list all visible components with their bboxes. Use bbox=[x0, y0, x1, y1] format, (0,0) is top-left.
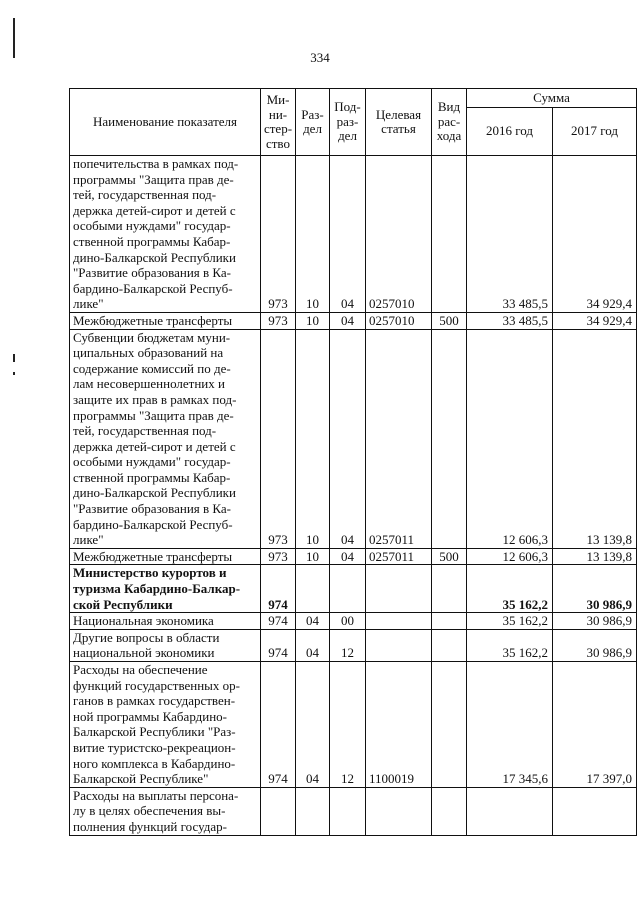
row-subsection: 00 bbox=[330, 613, 366, 630]
row-target bbox=[366, 613, 432, 630]
row-sum-2017: 13 139,8 bbox=[553, 548, 637, 565]
row-sum-2017: 34 929,4 bbox=[553, 312, 637, 329]
row-sum-2016: 12 606,3 bbox=[467, 548, 553, 565]
margin-mark bbox=[13, 372, 15, 375]
page-number: 334 bbox=[310, 50, 330, 65]
row-expense-type bbox=[432, 613, 467, 630]
row-section: 04 bbox=[296, 629, 330, 661]
row-target: 0257010 bbox=[366, 156, 432, 313]
row-target bbox=[366, 787, 432, 835]
row-subsection: 04 bbox=[330, 312, 366, 329]
row-name: Субвенции бюджетам муни- ципальных образований на содержание комиссий по де- лам несовершеннолетних и защите их прав в рамках под- программы "Защита прав де- тей, государственная под- держка детей-сирот и детей с особыми нуждами" государ- ственной программы Кабар- дино-Балкарской Республики "Развитие образования в Ка- бардино-Балкарской Респуб- лике" bbox=[70, 329, 261, 548]
margin-mark bbox=[13, 354, 15, 362]
row-sum-2017: 13 139,8 bbox=[553, 329, 637, 548]
row-section: 04 bbox=[296, 662, 330, 788]
table-row bbox=[70, 662, 637, 788]
header-section: Раз- дел bbox=[296, 89, 330, 156]
row-name: Межбюджетные трансферты bbox=[70, 312, 261, 329]
row-expense-type bbox=[432, 662, 467, 788]
table-header bbox=[70, 89, 637, 156]
row-target bbox=[366, 565, 432, 613]
row-sum-2017: 17 397,0 bbox=[553, 662, 637, 788]
row-sum-2016 bbox=[467, 787, 553, 835]
row-section bbox=[296, 565, 330, 613]
row-expense-type bbox=[432, 329, 467, 548]
table-row bbox=[70, 329, 637, 548]
header-expense-type: Вид рас- хода bbox=[432, 89, 467, 156]
row-ministry: 973 bbox=[261, 329, 296, 548]
header-name: Наименование показателя bbox=[70, 89, 261, 156]
header-year-2016: 2016 год bbox=[467, 107, 553, 155]
row-sum-2016: 35 162,2 bbox=[467, 565, 553, 613]
table-row bbox=[70, 565, 637, 613]
row-name: попечительства в рамках под- программы "Защита прав де- тей, государственная под- держка детей-сирот и детей с особыми нуждами" государ- ственной программы Кабар- дино-Балкарской Республики "Развитие образования в Ка- бардино-Балкарской Респуб- лике" bbox=[70, 156, 261, 313]
row-sum-2016: 35 162,2 bbox=[467, 629, 553, 661]
row-ministry: 973 bbox=[261, 156, 296, 313]
margin-mark bbox=[13, 18, 15, 58]
row-name: Другие вопросы в области национальной экономики bbox=[70, 629, 261, 661]
row-section: 10 bbox=[296, 156, 330, 313]
row-expense-type bbox=[432, 787, 467, 835]
row-subsection: 04 bbox=[330, 329, 366, 548]
header-ministry: Ми- ни- стер- ство bbox=[261, 89, 296, 156]
row-ministry: 973 bbox=[261, 312, 296, 329]
row-sum-2017: 34 929,4 bbox=[553, 156, 637, 313]
header-subsection: Под- раз- дел bbox=[330, 89, 366, 156]
row-sum-2016: 17 345,6 bbox=[467, 662, 553, 788]
row-section: 10 bbox=[296, 548, 330, 565]
row-ministry bbox=[261, 787, 296, 835]
row-name: Национальная экономика bbox=[70, 613, 261, 630]
row-expense-type bbox=[432, 565, 467, 613]
row-sum-2017: 30 986,9 bbox=[553, 613, 637, 630]
row-section: 10 bbox=[296, 329, 330, 548]
row-name: Расходы на обеспечение функций государственных ор- ганов в рамках государствен- ной программы Кабардино- Балкарской Республики "Раз- витие туристско-рекреацион- ного комплекса в Кабардино- Балкарской Республике" bbox=[70, 662, 261, 788]
row-subsection: 04 bbox=[330, 548, 366, 565]
row-ministry: 974 bbox=[261, 629, 296, 661]
row-sum-2016: 35 162,2 bbox=[467, 613, 553, 630]
row-expense-type: 500 bbox=[432, 548, 467, 565]
row-subsection: 12 bbox=[330, 662, 366, 788]
row-ministry: 974 bbox=[261, 565, 296, 613]
row-name: Министерство курортов и туризма Кабардино-Балкар- ской Республики bbox=[70, 565, 261, 613]
table-row bbox=[70, 787, 637, 835]
row-expense-type bbox=[432, 629, 467, 661]
row-sum-2016: 33 485,5 bbox=[467, 156, 553, 313]
table-row bbox=[70, 312, 637, 329]
row-ministry: 973 bbox=[261, 548, 296, 565]
row-section bbox=[296, 787, 330, 835]
table-body bbox=[70, 156, 637, 836]
row-sum-2017: 30 986,9 bbox=[553, 629, 637, 661]
row-sum-2016: 12 606,3 bbox=[467, 329, 553, 548]
table-row bbox=[70, 629, 637, 661]
row-expense-type bbox=[432, 156, 467, 313]
row-subsection bbox=[330, 565, 366, 613]
row-ministry: 974 bbox=[261, 662, 296, 788]
row-section: 10 bbox=[296, 312, 330, 329]
table-row bbox=[70, 613, 637, 630]
row-expense-type: 500 bbox=[432, 312, 467, 329]
row-target bbox=[366, 629, 432, 661]
row-sum-2017: 30 986,9 bbox=[553, 565, 637, 613]
table-row bbox=[70, 156, 637, 313]
row-subsection: 12 bbox=[330, 629, 366, 661]
row-target: 0257011 bbox=[366, 548, 432, 565]
row-subsection: 04 bbox=[330, 156, 366, 313]
header-target: Целевая статья bbox=[366, 89, 432, 156]
table-row bbox=[70, 548, 637, 565]
row-name: Межбюджетные трансферты bbox=[70, 548, 261, 565]
row-subsection bbox=[330, 787, 366, 835]
row-target: 0257011 bbox=[366, 329, 432, 548]
row-target: 1100019 bbox=[366, 662, 432, 788]
row-sum-2016: 33 485,5 bbox=[467, 312, 553, 329]
row-sum-2017 bbox=[553, 787, 637, 835]
header-year-2017: 2017 год bbox=[553, 107, 637, 155]
row-section: 04 bbox=[296, 613, 330, 630]
row-target: 0257010 bbox=[366, 312, 432, 329]
header-sum: Сумма bbox=[467, 89, 637, 108]
row-ministry: 974 bbox=[261, 613, 296, 630]
budget-table bbox=[69, 88, 637, 836]
row-name: Расходы на выплаты персона- лу в целях обеспечения вы- полнения функций государ- bbox=[70, 787, 261, 835]
